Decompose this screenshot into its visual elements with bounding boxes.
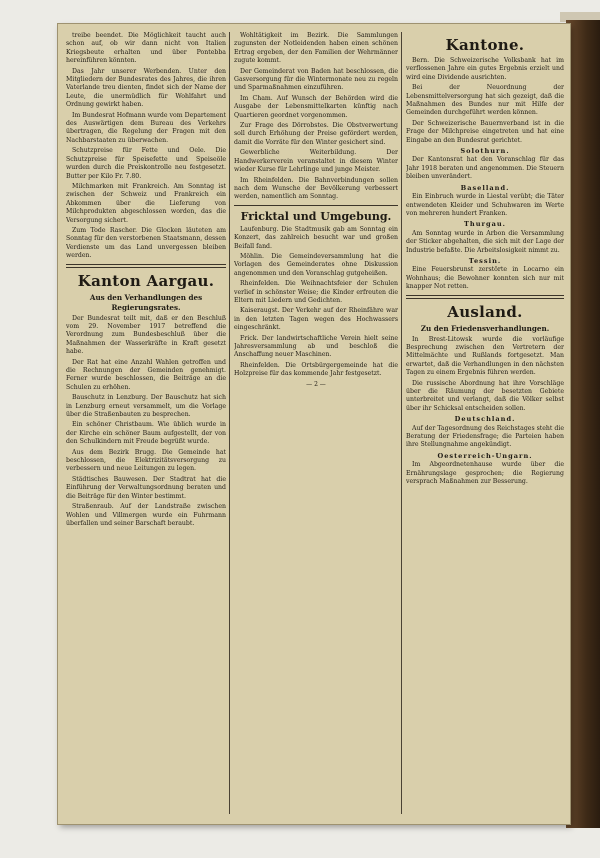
column-right: [406, 32, 564, 814]
article-paragraph: Im Abgeordnetenhause wurde über die Ernährungslage gesprochen; die Regierung versprach Maßnahmen zur Besserung.: [406, 461, 564, 486]
section-heading-kantone: Kantone.: [445, 36, 525, 54]
article-paragraph: Kaiseraugst. Der Verkehr auf der Rheinfähre war in den letzten Tagen wegen des Hochwassers eingeschränkt.: [234, 307, 398, 332]
article-paragraph: Schutzpreise für Fette und Oele. Die Schutzpreise für Speisefette und Speiseöle wurden durch die Preiskontrolle neu festgesetzt. Butter per Kilo Fr. 7.80.: [66, 147, 226, 180]
article-paragraph: Das Jahr unserer Werbenden. Unter den Mitgliedern der Bundesrates des Jahres, die ihren Vaterlande treu dienten, findet sich der Name der Leute, die unermüdlich für Wohlfahrt und Ordnung gewirkt haben.: [66, 67, 226, 109]
article-paragraph: Bern. Die Schweizerische Volksbank hat im verflossenen Jahre ein gutes Ergebnis erzielt und wird eine Dividende ausrichten.: [406, 57, 564, 81]
article-paragraph: Gewerbliche Weiterbildung. Der Handwerkerverein veranstaltet in diesem Winter wieder Kurse für Lehrlinge und junge Meister.: [234, 149, 398, 174]
article-paragraph: In Brest-Litowsk wurde die vorläufige Besprechung zwischen den Vertretern der Mittelmächte und Rußlands fortgesetzt. Man erwartet, daß die Verhandlungen in den nächsten Tagen zu einem Ergebnis führen werden.: [406, 335, 564, 377]
article-paragraph: Bei der Neuordnung der Lebensmittelversorgung hat sich gezeigt, daß die Maßnahmen des Bundes nur mit Hilfe der Gemeinden durchgeführt werden können.: [406, 84, 564, 117]
article-paragraph: Eine Feuersbrunst zerstörte in Locarno ein Wohnhaus; die Bewohner konnten sich nur mit knapper Not retten.: [406, 266, 564, 291]
article-paragraph: Im Cham. Auf Wunsch der Behörden wird die Ausgabe der Lebensmittelkarten künftig nach Quartieren geordnet vorgenommen.: [234, 94, 398, 119]
article-paragraph: Ein Einbruch wurde in Liestal verübt; die Täter entwendeten Kleider und Schuhwaren im Werte von mehreren hundert Franken.: [406, 193, 564, 217]
article-paragraph: Der Schweizerische Bauernverband ist in die Frage der Milchpreise eingetreten und hat eine Eingabe an den Bundesrat gerichtet.: [406, 119, 564, 144]
article-paragraph: Auf der Tagesordnung des Reichstages steht die Beratung der Friedensfrage; die Parteien haben ihre Stellungnahme angekündigt.: [406, 424, 564, 449]
section-heading-ausland: Ausland.: [447, 302, 523, 321]
subheading-regierungsrat: Aus den Verhandlungen des Regierungsrates.: [89, 292, 203, 312]
section-divider: [66, 264, 226, 268]
article-paragraph: Im Rheinfelden. Die Bahnverbindungen sollen nach dem Wunsche der Bevölkerung verbessert werden, namentlich am Sonntag.: [234, 176, 398, 201]
article-paragraph: Der Bundesrat teilt mit, daß er den Beschluß vom 29. November 1917 betreffend die Verordnung zum Bundesbeschluß über die Maßnahmen der Wasserkräfte in Kraft gesetzt habe.: [66, 314, 226, 356]
article-paragraph: Wohltätigkeit im Bezirk. Die Sammlungen zugunsten der Notleidenden haben einen schönen Ertrag ergeben, der den Familien der Wehrmänner zugute kommt.: [234, 32, 398, 65]
location-heading-thurgau: Thurgau.: [464, 220, 506, 229]
book-spine: [566, 20, 600, 828]
article-paragraph: Der Rat hat eine Anzahl Wahlen getroffen und die Rechnungen der Gemeinden genehmigt. Ferner wurde beschlossen, die Beiträge an die Schulen zu erhöhen.: [66, 358, 226, 391]
column-left: [66, 32, 226, 814]
section-divider: [234, 205, 398, 206]
section-heading-aargau: Kanton Aargau.: [77, 271, 215, 290]
article-paragraph: Der Kantonsrat hat den Voranschlag für das Jahr 1918 beraten und angenommen. Die Steuern bleiben unverändert.: [406, 156, 564, 181]
article-paragraph: Am Sonntag wurde in Arbon die Versammlung der Sticker abgehalten, die sich mit der Lage der Industrie befaßte. Die Arbeitslosigkeit nimmt zu.: [406, 229, 564, 254]
location-heading-baselland: Baselland.: [460, 183, 510, 192]
article-paragraph: Straßenraub. Auf der Landstraße zwischen Wohlen und Villmergen wurde ein Fuhrmann überfallen und seiner Barschaft beraubt.: [66, 503, 226, 527]
article-paragraph: Möhlin. Die Gemeindeversammlung hat die Vorlagen des Gemeinderates ohne Diskussion angenommen und den Voranschlag gutgeheißen.: [234, 252, 398, 277]
column-middle: [234, 32, 398, 814]
location-heading-solothurn: Solothurn.: [460, 147, 510, 156]
section-divider: [406, 295, 564, 299]
location-heading-deutschland: Deutschland.: [454, 415, 516, 424]
article-paragraph: Der Gemeinderat von Baden hat beschlossen, die Gasversorgung für die Wintermonate neu zu regeln und Sparmaßnahmen einzuführen.: [234, 67, 398, 92]
article-paragraph: Zur Frage des Dörrobstes. Die Obstverwertung soll durch Erhöhung der Preise gefördert werden, damit die Vorräte für den Winter gesichert sind.: [234, 122, 398, 146]
article-paragraph: Laufenburg. Die Stadtmusik gab am Sonntag ein Konzert, das zahlreich besucht war und großen Beifall fand.: [234, 225, 398, 250]
article-paragraph: Die russische Abordnung hat ihre Vorschläge über die Räumung der besetzten Gebiete unterbreitet und verlangt, daß die Völker selbst über ihr Schicksal entscheiden sollen.: [406, 379, 564, 412]
location-heading-tessin: Tessin.: [468, 256, 502, 265]
article-paragraph: Rheinfelden. Die Ortsbürgergemeinde hat die Holzpreise für das kommende Jahr festgesetzt.: [234, 361, 398, 378]
article-paragraph: Rheinfelden. Die Weihnachtsfeier der Schulen verlief in schönster Weise; die Kinder erfreuten die Eltern mit Liedern und Gedichten.: [234, 280, 398, 304]
page-number: — 2 —: [306, 380, 326, 388]
article-paragraph: Milchmarken mit Frankreich. Am Sonntag ist zwischen der Schweiz und Frankreich ein Abkommen über die Lieferung von Milchprodukten abgeschlossen worden, das die Versorgung sichert.: [66, 182, 226, 224]
location-heading-oesterreich: Oesterreich-Ungarn.: [437, 451, 533, 460]
article-paragraph: Frick. Der landwirtschaftliche Verein hielt seine Jahresversammlung ab und beschloß die Anschaffung neuer Maschinen.: [234, 334, 398, 359]
article-paragraph: Im Bundesrat Hofmann wurde vom Departement des Auswärtigen dem Bureau des Verkehrs übertragen, die Regelung der Fragen mit den Nachbarstaaten zu überwachen.: [66, 111, 226, 144]
article-paragraph: Ein schöner Christbaum. Wie üblich wurde in der Kirche ein schöner Baum aufgestellt, der von den Schulkindern mit Freude begrüßt wurde.: [66, 421, 226, 446]
newspaper-page: [58, 24, 570, 824]
subheading-friedensverhandlungen: Zu den Friedensverhandlungen.: [420, 323, 550, 333]
column-rule: [401, 32, 402, 814]
column-rule: [229, 32, 230, 814]
article-paragraph: treibe beendet. Die Möglichkeit taucht auch schon auf, ob wir dann nicht von Italien Kriegsbeute erhalten und über Pontebba hereinführen könnten.: [66, 32, 226, 65]
article-paragraph: Bauschutz in Lenzburg. Der Bauschutz hat sich in Lenzburg erneut versammelt, um die Vorlage über die Straßenbauten zu besprechen.: [66, 394, 226, 419]
article-paragraph: Aus dem Bezirk Brugg. Die Gemeinde hat beschlossen, die Elektrizitätsversorgung zu verbessern und neue Leitungen zu legen.: [66, 448, 226, 473]
section-heading-fricktal: Fricktal und Umgebung.: [240, 209, 392, 223]
article-paragraph: Zum Tode Rascher. Die Glocken läuteten am Sonntag für den verstorbenen Staatsmann, dessen Verdienste um das Land unvergessen bleiben werden.: [66, 226, 226, 260]
article-paragraph: Städtisches Bauwesen. Der Stadtrat hat die Einführung der Verwaltungsordnung beraten und die Beiträge für den Winter bestimmt.: [66, 475, 226, 500]
